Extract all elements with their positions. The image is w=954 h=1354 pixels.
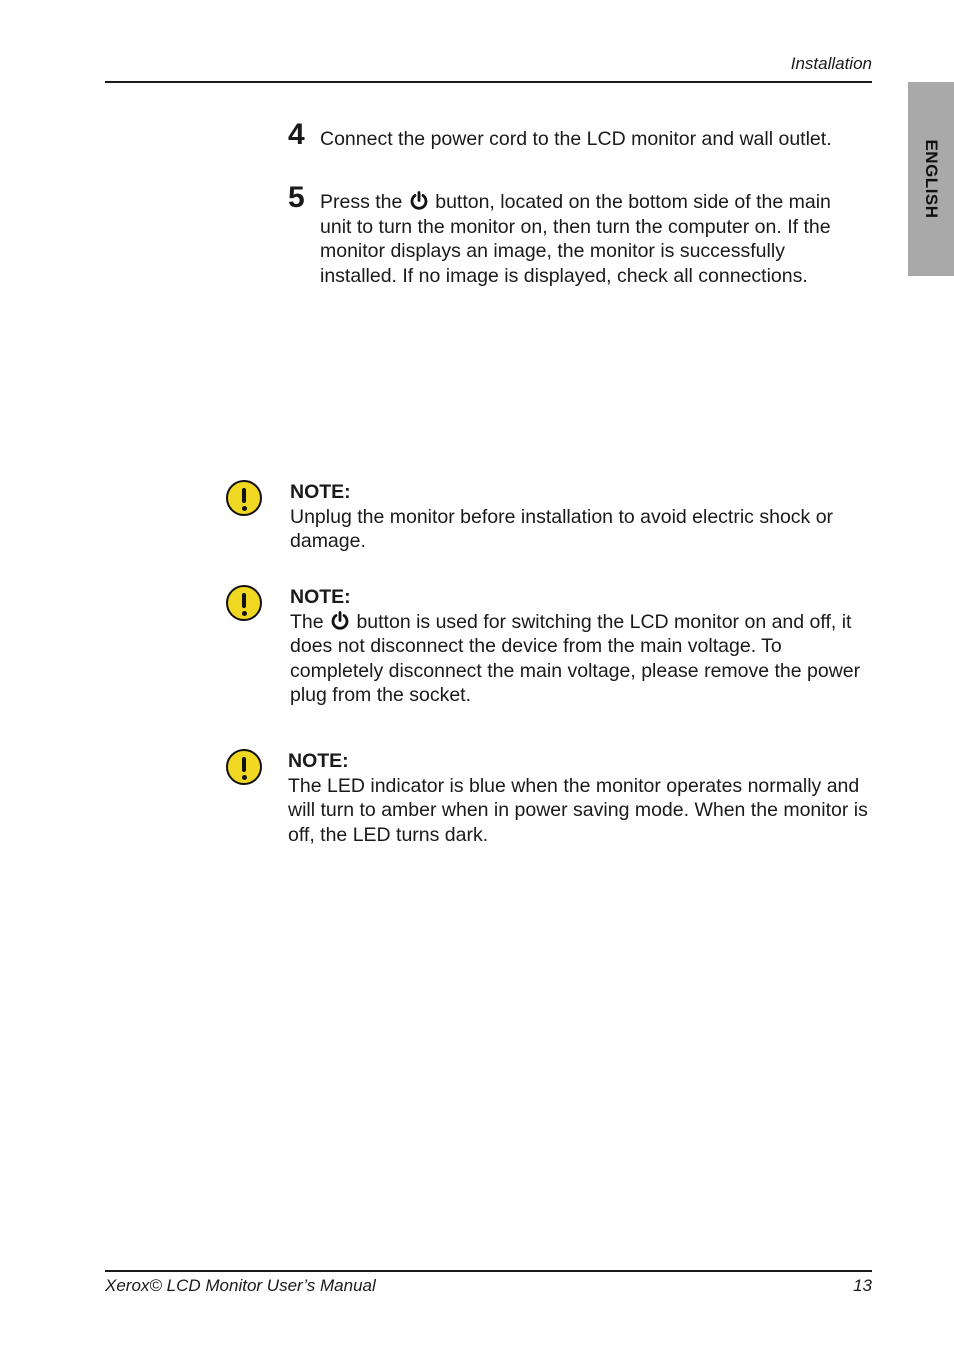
footer-rule [105,1270,872,1272]
step-number: 5 [288,181,305,214]
power-icon [409,191,429,211]
note-body [288,749,868,847]
running-header-title: Installation [790,54,872,73]
footer-manual-title: Xerox© LCD Monitor User’s Manual [105,1276,376,1295]
step-text-rest: button, located on the bottom side of the main unit to turn the monitor on, then turn the computer on. If the monitor displays an image, the monitor is successfully installed. If no image is displayed, check all connections. [320,191,831,287]
step-text: Connect the power cord to the LCD monitor and wall outlet. [320,128,832,150]
step-text-start: Press the [320,191,403,213]
language-tab [908,82,954,276]
note-text-start: The [290,610,324,633]
warning-icon [226,585,262,621]
note-label: NOTE: [290,586,351,608]
language-tab-label: ENGLISH [922,139,941,219]
footer-page-number: 13 [853,1276,872,1295]
note-text-rest: button is used for switching the LCD monitor on and off, it does not disconnect the device from the main voltage. To completely disconnect the main voltage, please remove the power plug from the socket. [290,610,861,706]
header-rule [105,81,872,83]
note-text: Unplug the monitor before installation to avoid electric shock or damage. [290,505,834,552]
step-text [320,190,865,288]
warning-icon [226,749,262,785]
warning-icon [226,480,262,516]
note-text: The LED indicator is blue when the monitor operates normally and will turn to amber when in power saving mode. When the monitor is off, the LED turns dark. [288,774,868,846]
note-label: NOTE: [290,481,351,503]
note-body [290,585,870,708]
note-body [290,480,870,554]
note-label: NOTE: [288,750,349,772]
power-icon [330,611,350,631]
step-number: 4 [288,118,305,151]
